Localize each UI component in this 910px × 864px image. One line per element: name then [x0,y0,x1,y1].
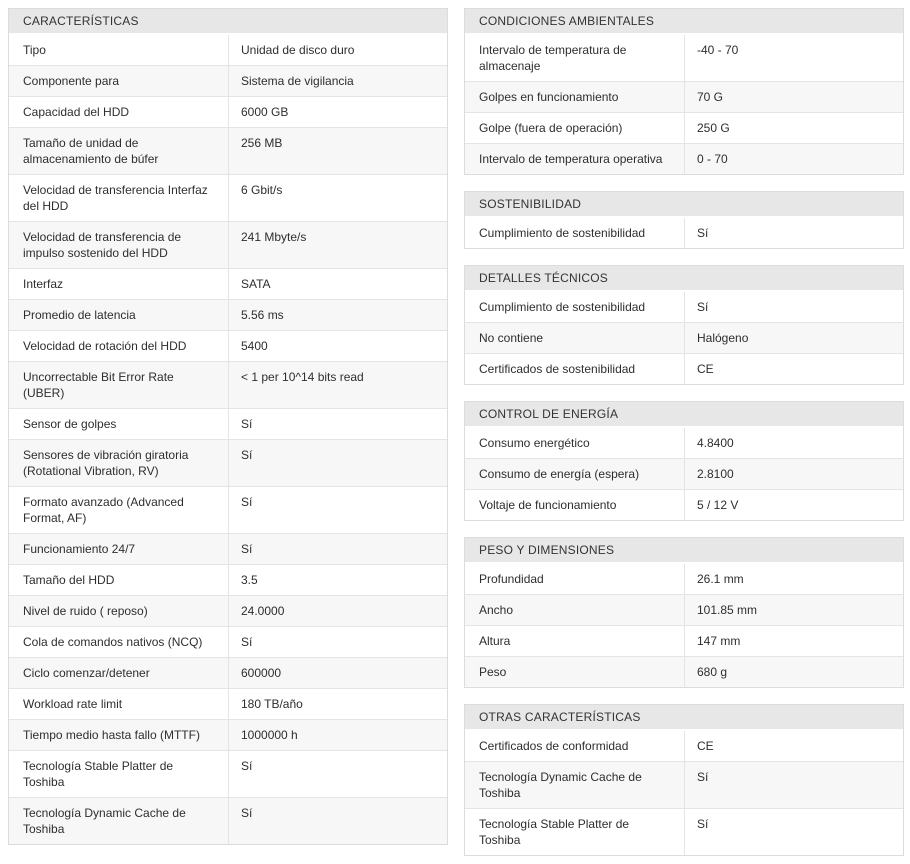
spec-rows [465,292,903,384]
spec-label: Tecnología Stable Platter de Toshiba [9,751,229,797]
spec-label: Velocidad de transferencia de impulso sostenido del HDD [9,222,229,268]
spec-value: Sí [241,542,253,556]
spec-row [9,408,447,439]
spec-rows [465,35,903,174]
spec-row [9,750,447,797]
section-header: CONTROL DE ENERGÍA [465,402,903,428]
spec-row [465,143,903,174]
spec-value: 101.85 mm [697,603,758,617]
spec-label: Promedio de latencia [9,300,229,330]
spec-value: 180 TB/año [241,697,303,711]
section-header: CARACTERÍSTICAS [9,9,447,35]
right-column [464,8,904,856]
spec-label: Uncorrectable Bit Error Rate (UBER) [9,362,229,408]
spec-row [465,353,903,384]
spec-label: Voltaje de funcionamiento [465,490,685,520]
spec-value: 0 - 70 [697,152,728,166]
spec-row [9,221,447,268]
spec-label: Nivel de ruido ( reposo) [9,596,229,626]
spec-label: Tecnología Stable Platter de Toshiba [465,809,685,855]
spec-label: Certificados de sostenibilidad [465,354,685,384]
spec-rows [465,428,903,520]
spec-label: Cola de comandos nativos (NCQ) [9,627,229,657]
spec-table [464,401,904,521]
spec-label: Ancho [465,595,685,625]
spec-label: No contiene [465,323,685,353]
spec-row [465,656,903,687]
spec-row [465,625,903,656]
spec-row [9,35,447,65]
spec-label: Intervalo de temperatura operativa [465,144,685,174]
spec-row [465,81,903,112]
spec-value: 6 Gbit/s [241,183,283,197]
spec-label: Golpe (fuera de operación) [465,113,685,143]
spec-row [9,688,447,719]
spec-rows [465,218,903,248]
spec-row [9,65,447,96]
spec-label: Tecnología Dynamic Cache de Toshiba [465,762,685,808]
spec-value: 26.1 mm [697,572,744,586]
spec-rows [465,564,903,687]
spec-row [9,361,447,408]
spec-row [465,322,903,353]
spec-row [9,299,447,330]
spec-value: Sí [697,770,709,784]
spec-value: 3.5 [241,573,258,587]
spec-value: Sí [241,495,253,509]
spec-value: CE [697,739,714,753]
section-header: DETALLES TÉCNICOS [465,266,903,292]
spec-row [9,626,447,657]
spec-row [9,127,447,174]
section-header: PESO Y DIMENSIONES [465,538,903,564]
spec-row [9,486,447,533]
spec-label: Intervalo de temperatura de almacenaje [465,35,685,81]
spec-value: 241 Mbyte/s [241,230,307,244]
spec-row [9,96,447,127]
spec-label: Cumplimiento de sostenibilidad [465,292,685,322]
spec-row [465,489,903,520]
spec-row [465,35,903,81]
spec-label: Tipo [9,35,229,65]
spec-value: 24.0000 [241,604,285,618]
spec-value: 256 MB [241,136,283,150]
spec-label: Tamaño del HDD [9,565,229,595]
spec-row [9,439,447,486]
spec-value: Halógeno [697,331,749,345]
spec-table [464,191,904,249]
spec-value: CE [697,362,714,376]
spec-value: 5.56 ms [241,308,284,322]
spec-label: Velocidad de rotación del HDD [9,331,229,361]
spec-value: Sí [241,806,253,820]
spec-row [465,731,903,761]
spec-row [465,808,903,855]
spec-value: 5 / 12 V [697,498,739,512]
section-header: SOSTENIBILIDAD [465,192,903,218]
spec-value: 5400 [241,339,268,353]
spec-value: Sí [241,759,253,773]
spec-label: Componente para [9,66,229,96]
spec-row [9,268,447,299]
spec-value: Sí [697,300,709,314]
spec-label: Altura [465,626,685,656]
spec-row [9,657,447,688]
spec-row [465,112,903,143]
section-header: CONDICIONES AMBIENTALES [465,9,903,35]
spec-rows [9,35,447,844]
spec-value: Sí [241,448,253,462]
spec-row [9,564,447,595]
spec-value: SATA [241,277,271,291]
spec-value: Sistema de vigilancia [241,74,354,88]
spec-value: 250 G [697,121,730,135]
spec-value: < 1 per 10^14 bits read [241,370,364,384]
spec-value: 680 g [697,665,728,679]
spec-row [465,292,903,322]
spec-rows [465,731,903,855]
spec-row [465,218,903,248]
spec-label: Workload rate limit [9,689,229,719]
spec-label: Certificados de conformidad [465,731,685,761]
spec-label: Golpes en funcionamiento [465,82,685,112]
spec-row [465,594,903,625]
spec-value: 6000 GB [241,105,289,119]
spec-row [465,761,903,808]
spec-value: Sí [241,417,253,431]
spec-label: Tamaño de unidad de almacenamiento de búfer [9,128,229,174]
spec-row [465,564,903,594]
spec-value: 147 mm [697,634,741,648]
spec-value: Sí [697,817,709,831]
spec-label: Tecnología Dynamic Cache de Toshiba [9,798,229,844]
spec-value: Sí [697,226,709,240]
spec-label: Sensor de golpes [9,409,229,439]
spec-row [9,595,447,626]
spec-label: Consumo energético [465,428,685,458]
left-column [8,8,448,856]
spec-row [9,330,447,361]
spec-row [9,797,447,844]
spec-label: Peso [465,657,685,687]
spec-table [464,265,904,385]
spec-row [465,428,903,458]
spec-table [464,537,904,688]
spec-value: 2.8100 [697,467,734,481]
spec-value: 1000000 h [241,728,298,742]
spec-label: Capacidad del HDD [9,97,229,127]
spec-row [9,174,447,221]
spec-value: 4.8400 [697,436,734,450]
spec-label: Ciclo comenzar/detener [9,658,229,688]
spec-label: Velocidad de transferencia Interfaz del HDD [9,175,229,221]
spec-table [464,704,904,856]
spec-label: Interfaz [9,269,229,299]
spec-label: Cumplimiento de sostenibilidad [465,218,685,248]
spec-label: Profundidad [465,564,685,594]
spec-table [8,8,448,845]
spec-label: Sensores de vibración giratoria (Rotational Vibration, RV) [9,440,229,486]
spec-value: 600000 [241,666,282,680]
spec-row [9,533,447,564]
spec-value: Unidad de disco duro [241,43,355,57]
spec-value: 70 G [697,90,724,104]
spec-value: -40 - 70 [697,43,739,57]
spec-value: Sí [241,635,253,649]
spec-label: Consumo de energía (espera) [465,459,685,489]
section-header: OTRAS CARACTERÍSTICAS [465,705,903,731]
spec-label: Funcionamiento 24/7 [9,534,229,564]
spec-label: Tiempo medio hasta fallo (MTTF) [9,720,229,750]
spec-row [9,719,447,750]
spec-table [464,8,904,175]
spec-label: Formato avanzado (Advanced Format, AF) [9,487,229,533]
spec-row [465,458,903,489]
